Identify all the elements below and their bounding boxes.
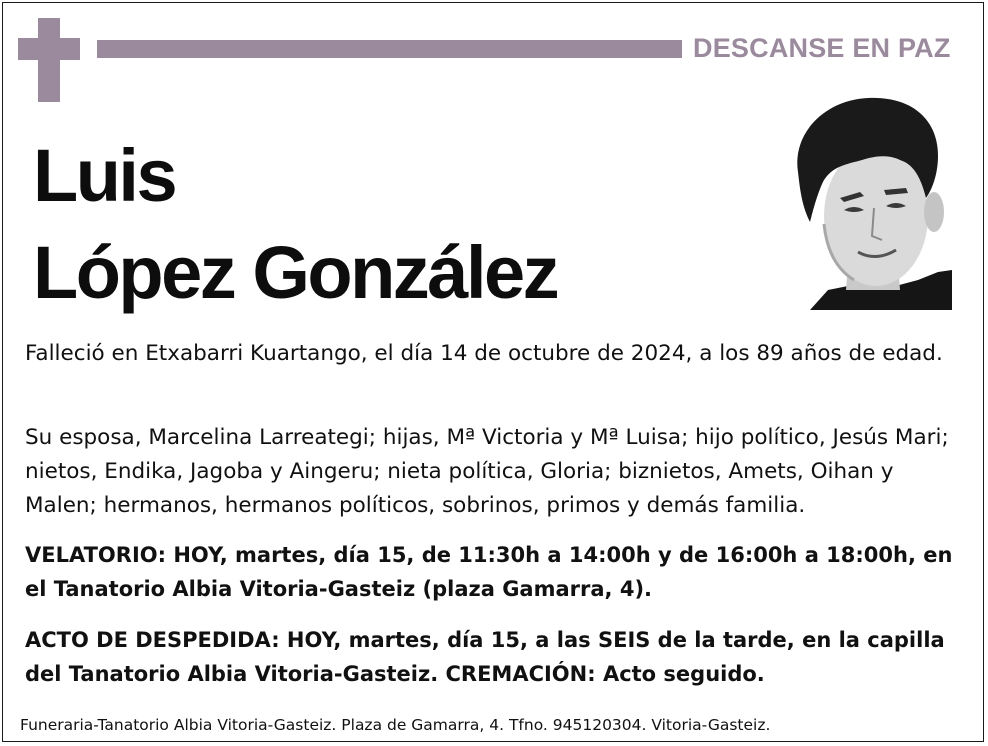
family-paragraph: Su esposa, Marcelina Larreategi; hijas, Mª Victoria y Mª Luisa; hijo político, Jesús Mari; nietos, Endika, Jagoba y Aingeru; nieta política, Gloria; biznietos, Amets, Oihan y Malen; hermanos, hermanos políticos, sobrinos, primos y demás familia. [25, 425, 949, 518]
portrait-photo [788, 94, 952, 310]
funeral-home-footer: Funeraria-Tanatorio Albia Vitoria-Gasteiz. Plaza de Gamarra, 4. Tfno. 945120304. Vitoria-Gasteiz. [20, 716, 771, 734]
header-rule [97, 40, 682, 58]
rip-heading: DESCANSE EN PAZ [693, 33, 951, 63]
wake-paragraph: VELATORIO: HOY, martes, día 15, de 11:30h a 14:00h y de 16:00h a 18:00h, en el Tanatorio Albia Vitoria-Gasteiz (plaza Gamarra, 4). [25, 543, 953, 601]
death-paragraph: Falleció en Etxabarri Kuartango, el día 14 de octubre de 2024, a los 89 años de edad. [25, 341, 943, 366]
deceased-surnames: López González [33, 231, 558, 314]
deceased-first-name: Luis [33, 134, 176, 217]
cross-icon-horizontal [18, 38, 80, 60]
farewell-paragraph: ACTO DE DESPEDIDA: HOY, martes, día 15, a las SEIS de la tarde, en la capilla del Tanatorio Albia Vitoria-Gasteiz. CREMACIÓN: Acto seguido. [25, 628, 945, 686]
cross-icon-vertical [38, 18, 60, 102]
